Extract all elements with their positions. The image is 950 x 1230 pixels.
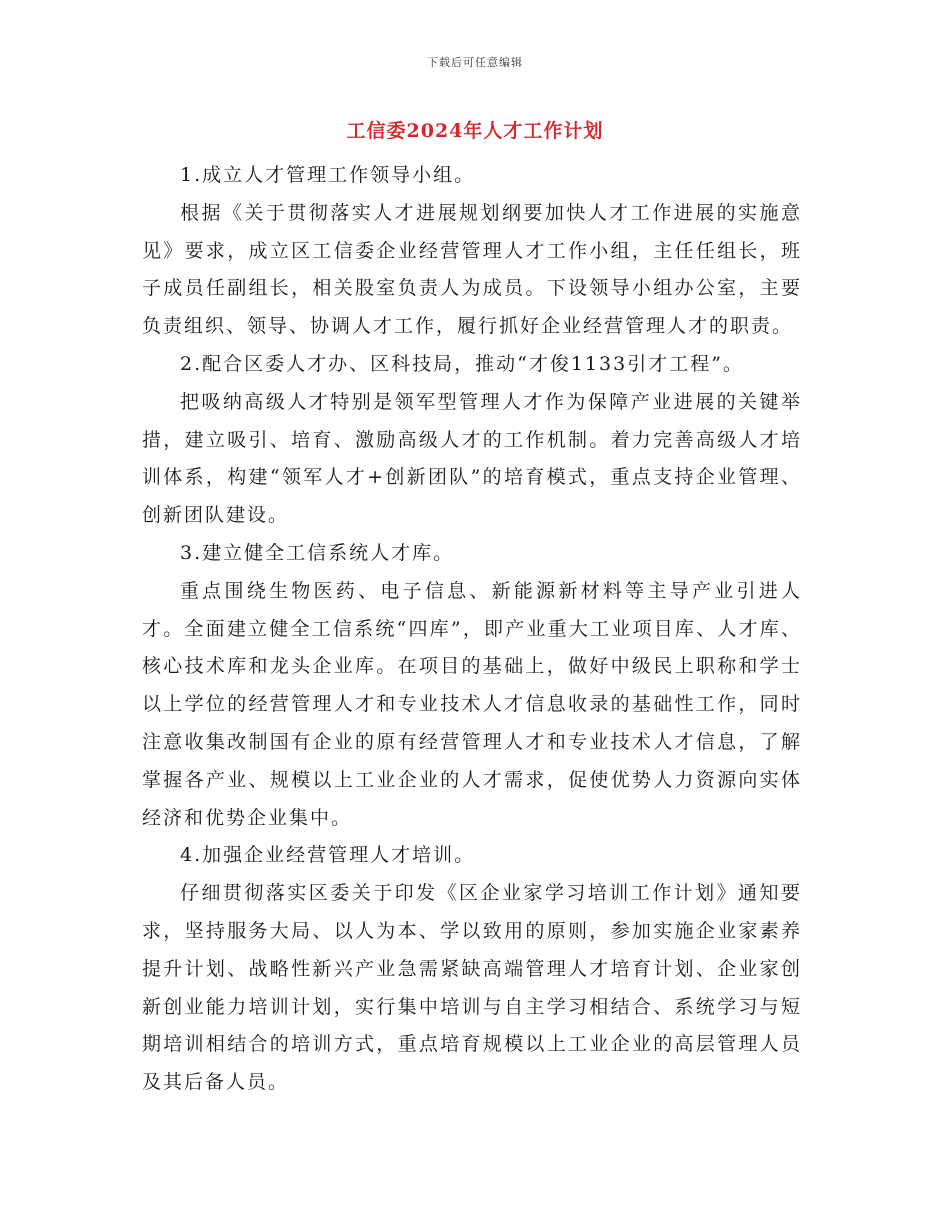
- item-heading-1: 1.成立人才管理工作领导小组。: [180, 164, 476, 186]
- item-heading-2: 2.配合区委人才办、区科技局，推动“才俊1133引才工程”。: [180, 352, 744, 375]
- paragraph-4: 仔细贯彻落实区委关于印发《区企业家学习培训工作计划》通知要求，坚持服务大局、以人为本、学以致用的原则，参加实施企业家素养提升计划、战略性新兴产业急需紧缺高端管理人才培育计划、企业家创新创业能力培训计划，实行集中培训与自主学习相结合、系统学习与短期培训相结合的培训方式，重点培育规模以上工业企业的高层管理人员及其后备人员。: [142, 882, 802, 1094]
- item-heading-3: 3.建立健全工信系统人才库。: [180, 541, 455, 564]
- document-body: [142, 157, 802, 1102]
- item-heading-4: 4.加强企业经营管理人才培训。: [180, 844, 476, 867]
- document-title: 工信委2024年人才工作计划: [346, 120, 604, 142]
- paragraph-3: 重点围绕生物医药、电子信息、新能源新材料等主导产业引进人才。全面建立健全工信系统“四库”，即产业重大工业项目库、人才库、核心技术库和龙头企业库。在项目的基础上，做好中级民上职称和学士以上学位的经营管理人才和专业技术人才信息收录的基础性工作，同时注意收集改制国有企业的原有经营管理人才和专业技术人才信息，了解掌握各产业、规模以上工业企业的人才需求，促使优势人力资源向实体经济和优势企业集中。: [142, 579, 802, 829]
- paragraph-2: 把吸纳高级人才特别是领军型管理人才作为保障产业进展的关键举措，建立吸引、培育、激励高级人才的工作机制。着力完善高级人才培训体系，构建“领军人才+创新团队”的培育模式，重点支持企业管理、创新团队建设。: [142, 390, 802, 527]
- paragraph-1: 根据《关于贯彻落实人才进展规划纲要加快人才工作进展的实施意见》要求，成立区工信委企业经营管理人才工作小组，主任任组长，班子成员任副组长，相关股室负责人为成员。下设领导小组办公室，主要负责组织、领导、协调人才工作，履行抓好企业经营管理人才的职责。: [142, 201, 802, 338]
- header-note: 下载后可任意编辑: [427, 56, 523, 69]
